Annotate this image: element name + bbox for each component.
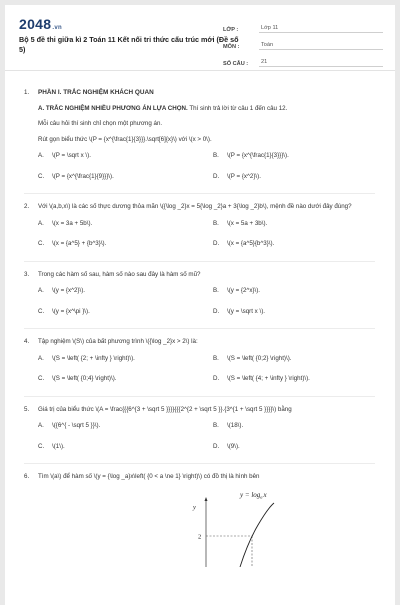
answer-options	[38, 421, 375, 451]
exam-content	[5, 71, 395, 570]
answer-options	[38, 354, 375, 384]
instruction-text: Mỗi câu hỏi thí sinh chỉ chọn một phương án.	[38, 120, 163, 127]
answer-option[interactable]: D. \(S = \left( {4; + \infty } \right)\).	[213, 375, 310, 382]
answer-option[interactable]: D. \(9\).	[213, 442, 240, 450]
question-text: Giá trị của biểu thức \(A = \frac{{{6^{3 + \sqrt 5 }}}}{{{2^{2 + \sqrt 5 }}.{3^{1 + \sqrt 5 }}}}\) bằng	[38, 405, 292, 413]
meta-label: SỐ CÂU :	[223, 61, 249, 67]
exam-header	[5, 5, 395, 71]
answer-option[interactable]: B. \(P = {x^{\frac{1}{3}}}\).	[213, 152, 289, 159]
answer-option[interactable]: C. \(S = \left( {0;4} \right)\).	[38, 375, 117, 382]
question-text: Trong các hàm số sau, hàm số nào sau đây là hàm số mũ?	[38, 270, 201, 278]
answer-option[interactable]: A. \(x = 3a + 5b\).	[38, 219, 93, 227]
answer-option[interactable]: B. \(S = \left( {0;2} \right)\).	[213, 354, 292, 362]
question-number: 6.	[24, 473, 30, 480]
question-number: 2.	[24, 203, 30, 210]
y-tick-label: 2	[198, 533, 202, 540]
question-text: Tìm \(a\) để hàm số \(y = {\log _a}x\left( {0 < a \ne 1} \right)\) có đồ thị là hình bên	[38, 473, 260, 480]
answer-options	[38, 286, 375, 316]
meta-value: 21	[259, 59, 383, 67]
exam-meta	[223, 16, 383, 67]
answer-option[interactable]: D. \(y = \sqrt x \).	[213, 307, 265, 315]
site-logo[interactable]: 2048.vn	[19, 16, 62, 32]
answer-option[interactable]: C. \(P = {x^{\frac{1}{9}}}\).	[38, 172, 114, 180]
meta-count-row	[223, 50, 383, 67]
document-title: Bộ 5 đề thi giữa kì 2 Toán 11 Kết nối tri thức cấu trúc mới (Đề số 5)	[19, 35, 239, 54]
exam-page	[5, 5, 395, 605]
question-4	[24, 337, 375, 384]
question-2	[24, 202, 375, 249]
meta-subject-row	[223, 33, 383, 50]
question-5	[24, 405, 375, 452]
answer-option[interactable]: B. \(y = {2^x}\).	[213, 287, 260, 294]
answer-option[interactable]: B. \(18\).	[213, 422, 244, 429]
part-title: PHẦN I. TRẮC NGHIỆM KHÁCH QUAN	[38, 89, 154, 96]
question-1	[24, 88, 375, 181]
log-curve	[240, 503, 274, 567]
question-3	[24, 270, 375, 317]
answer-option[interactable]: C. \(y = {x^\pi }\).	[38, 307, 90, 315]
answer-option[interactable]: A. \({6^{ - \sqrt 5 }}\).	[38, 422, 101, 429]
answer-option[interactable]: B. \(x = 5a + 3b\).	[213, 219, 268, 227]
answer-option[interactable]: C. \(x = {a^5} + {b^3}\).	[38, 240, 107, 247]
section-title: A. TRẮC NGHIỆM NHIỀU PHƯƠNG ÁN LỰA CHỌN. Thí sinh trả lời từ câu 1 đến câu 12.	[38, 104, 288, 112]
y-axis-label: y	[193, 503, 196, 511]
question-text: Rút gọn biểu thức \(P = {x^{\frac{1}{3}}}.\sqrt[6]{x}\) với \(x > 0\).	[38, 135, 212, 143]
log-graph-figure	[178, 487, 375, 571]
question-number: 1.	[24, 89, 30, 96]
question-text: Tập nghiệm \(S\) của bất phương trình \({\log _2}x > 2\) là:	[38, 338, 198, 345]
answer-option[interactable]: D. \(x = {a^5}{b^3}\).	[213, 240, 275, 247]
question-6	[24, 472, 375, 570]
y-axis-arrow	[205, 497, 208, 501]
answer-option[interactable]: A. \(y = {x^2}\).	[38, 287, 85, 294]
answer-options	[38, 219, 375, 249]
meta-label: LỚP :	[223, 27, 239, 33]
question-text: Với \(a,b,x\) là các số thực dương thỏa mãn \({\log _2}x = 5{\log _2}a + 3{\log _2}b\), mệnh đề nào dưới đây đúng?	[38, 203, 352, 210]
answer-option[interactable]: C. \(1\).	[38, 442, 65, 450]
graph-caption: $y = \log_ax$	[240, 490, 267, 499]
question-number: 4.	[24, 338, 30, 345]
answer-options	[38, 151, 375, 181]
question-number: 5.	[24, 405, 30, 413]
meta-class-row	[223, 16, 383, 33]
meta-value: Toán	[259, 42, 383, 50]
answer-option[interactable]: A. \(P = \sqrt x \).	[38, 152, 91, 159]
log-graph	[178, 487, 298, 567]
meta-value: Lớp 11	[259, 25, 383, 33]
meta-label: MÔN :	[223, 44, 240, 50]
answer-option[interactable]: D. \(P = {x^2}\).	[213, 172, 261, 180]
question-number: 3.	[24, 270, 30, 278]
answer-option[interactable]: A. \(S = \left( {2; + \infty } \right)\).	[38, 354, 135, 362]
